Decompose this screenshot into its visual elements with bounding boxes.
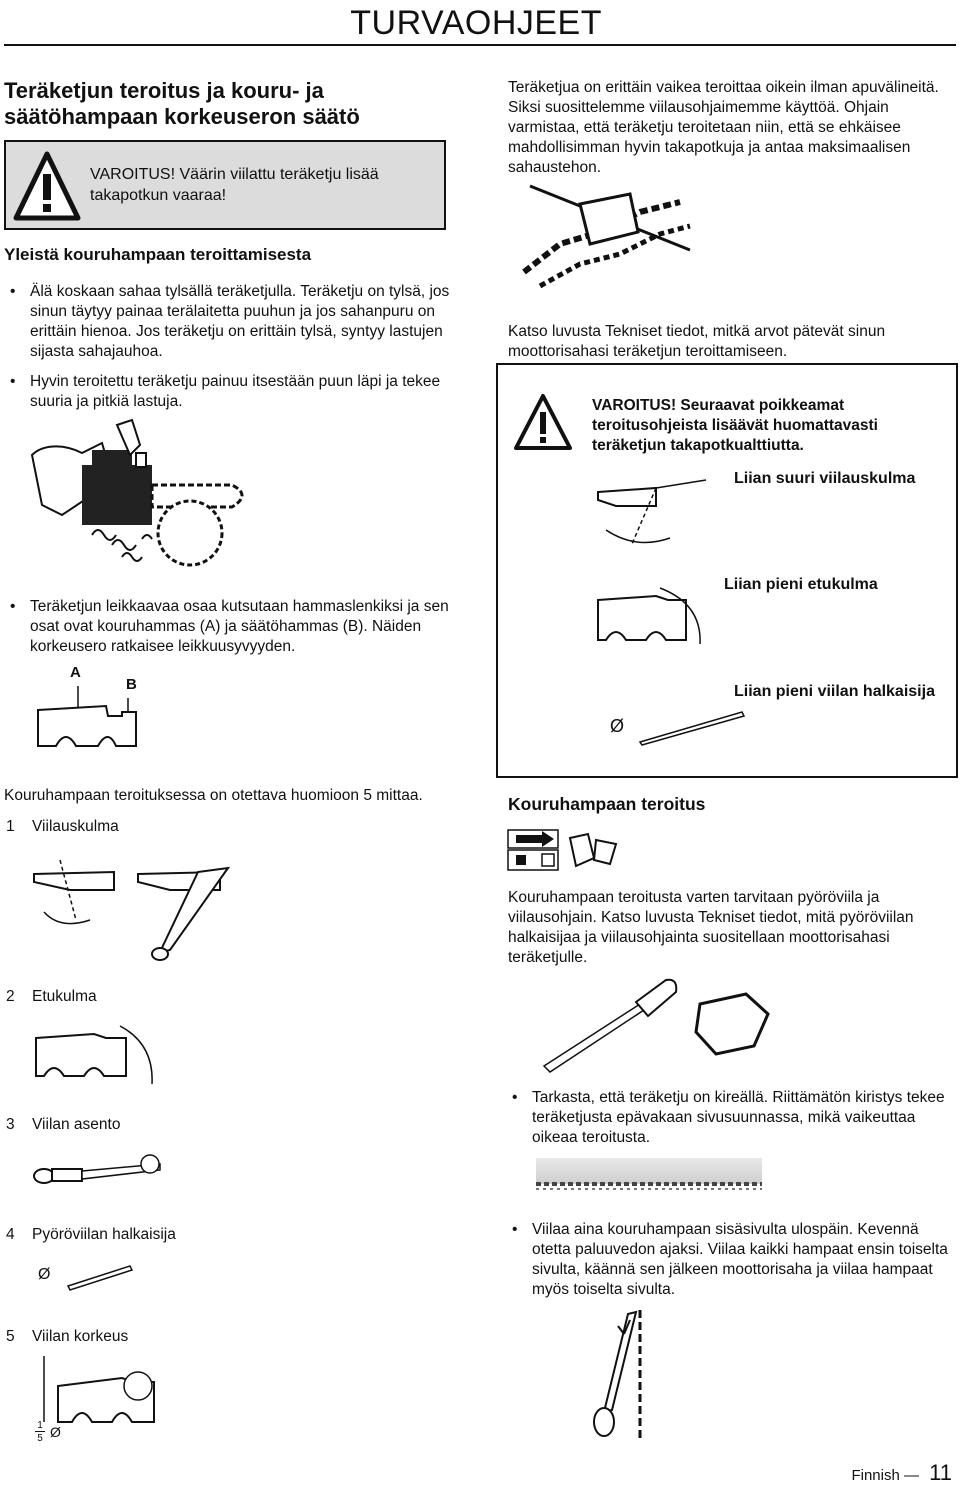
footer-language: Finnish bbox=[851, 1467, 900, 1484]
links-bullet bbox=[4, 597, 452, 667]
filing-direction-illustration bbox=[560, 1310, 670, 1440]
item-2-number: 2 bbox=[6, 988, 15, 1005]
sharpen-text: Kouruhampaan teroitusta varten tarvitaan pyöröviila ja viilausohjain. Katso luvusta Tekniset tiedot, mitä pyöröviilan halkaisijaa ja viilausohjainta suositellaan moottorisahasi teräketjulle. bbox=[508, 889, 914, 966]
fraction-bar bbox=[35, 1431, 45, 1432]
filing-angle-illustration bbox=[30, 860, 290, 960]
item-1-label: Viilauskulma bbox=[32, 818, 119, 835]
right-bullet-2 bbox=[506, 1220, 952, 1310]
thin-file-illustration bbox=[638, 708, 748, 748]
deviation-top-plate-angle: Liian pieni etukulma bbox=[724, 576, 878, 593]
warning-box-left bbox=[4, 140, 446, 230]
page-number: 11 bbox=[929, 1460, 952, 1485]
right-bullet-1 bbox=[506, 1088, 952, 1158]
deviation-filing-angle: Liian suuri viilauskulma bbox=[734, 470, 916, 487]
item-2-label: Etukulma bbox=[32, 988, 97, 1005]
too-large-filing-angle-illustration bbox=[596, 480, 726, 560]
chainsaw-cutting-illustration bbox=[22, 415, 272, 575]
bullet-item: • Viilaa aina kouruhampaan sisäsivulta ulospäin. Kevennä otetta paluuvedon ajaksi. Viilaa kaikki hampaat ensin toiselta sivulta, käännä sen jälkeen moottorisaha ja viilaa hampaat myös toiselta sivulta. bbox=[506, 1220, 952, 1300]
measures-intro: Kouruhampaan teroituksessa on otettava huomioon 5 mittaa. bbox=[4, 787, 423, 804]
diameter-symbol-item5: Ø bbox=[50, 1424, 61, 1440]
general-bullets bbox=[4, 282, 452, 422]
warning-text-right: VAROITUS! Seuraavat poikkeamat teroitusohjeista lisäävät huomattavasti teräketjun takapotkualttiutta. bbox=[592, 397, 878, 454]
chain-tension-photo bbox=[536, 1158, 762, 1192]
too-small-top-plate-angle-illustration bbox=[596, 588, 716, 668]
label-b: B bbox=[126, 676, 137, 693]
footer-separator: — bbox=[903, 1467, 919, 1484]
bullet-item: • Älä koskaan sahaa tylsällä teräketjulla. Teräketju on tylsä, jos sinun täytyy painaa terälaitetta puuhun ja jos sahanpuru on erittäin hienoa. Jos teräketju on erittäin tylsä, syntyy lastujen sijasta sahajauhoa. bbox=[4, 282, 452, 362]
right-intro: Teräketjua on erittäin vaikea teroittaa oikein ilman apuvälineitä. Siksi suosittelemme viilausohjaimemme käyttöä. Ohjain varmistaa, että teräketju teroitetaan niin, että se ehkäisee mahdollisimman hyvin takapotkuja ja antaa maksimaalisen sahaustehon. bbox=[508, 79, 939, 176]
sharpen-heading: Kouruhampaan teroitus bbox=[508, 794, 706, 814]
item-4-label: Pyöröviilan halkaisija bbox=[32, 1226, 176, 1243]
round-file-and-guide-illustration bbox=[540, 974, 780, 1074]
header-divider bbox=[4, 44, 956, 46]
bullet-item: • Teräketjun leikkaavaa osaa kutsutaan hammaslenkiksi ja sen osat ovat kouruhammas (A) ja säätöhammas (B). Näiden korkeusero ratkaisee leikkuusyvyyden. bbox=[4, 597, 452, 657]
see-specs-text: Katso luvusta Tekniset tiedot, mitkä arvot pätevät sinun moottorisahasi teräketjun teroittamiseen. bbox=[508, 323, 886, 360]
fraction-top: 1 bbox=[37, 1420, 43, 1431]
section-title: Teräketjun teroitus ja kouru- ja säätöhampaan korkeuseron säätö bbox=[4, 78, 360, 129]
item-3-number: 3 bbox=[6, 1116, 15, 1133]
page-header-title: TURVAOHJEET bbox=[350, 4, 602, 42]
diameter-symbol-item4: Ø bbox=[38, 1266, 51, 1283]
warning-text-left: VAROITUS! Väärin viilattu teräketju lisää takapotkun vaaraa! bbox=[90, 166, 379, 204]
page-footer bbox=[851, 1460, 952, 1486]
item-5-number: 5 bbox=[6, 1328, 15, 1345]
item-1-number: 1 bbox=[6, 818, 15, 835]
item-5-label: Viilan korkeus bbox=[32, 1328, 129, 1345]
specs-reference-icon bbox=[506, 828, 626, 872]
file-position-illustration bbox=[30, 1144, 170, 1194]
deviation-file-diameter: Liian pieni viilan halkaisija bbox=[734, 683, 935, 700]
file-guide-on-chain-illustration bbox=[520, 182, 700, 292]
chain-link-illustration bbox=[36, 686, 156, 766]
bullet-item: • Hyvin teroitettu teräketju painuu itsestään puun läpi ja tekee suuria ja pitkiä lastuja. bbox=[4, 372, 452, 412]
bullet-item: • Tarkasta, että teräketju on kireällä. Riittämätön kiristys tekee teräketjusta epävakaan sivusuunnassa, mikä vaikeuttaa oikeaa teroitusta. bbox=[506, 1088, 952, 1148]
round-file-illustration bbox=[66, 1262, 136, 1292]
diameter-symbol-right: Ø bbox=[610, 716, 625, 736]
fraction-bottom: 5 bbox=[37, 1433, 43, 1444]
item-4-number: 4 bbox=[6, 1226, 15, 1243]
item-3-label: Viilan asento bbox=[32, 1116, 121, 1133]
warning-triangle-icon bbox=[12, 150, 82, 222]
top-plate-angle-illustration bbox=[34, 1024, 164, 1094]
general-heading: Yleistä kouruhampaan teroittamisesta bbox=[4, 245, 312, 264]
label-a: A bbox=[70, 664, 81, 681]
